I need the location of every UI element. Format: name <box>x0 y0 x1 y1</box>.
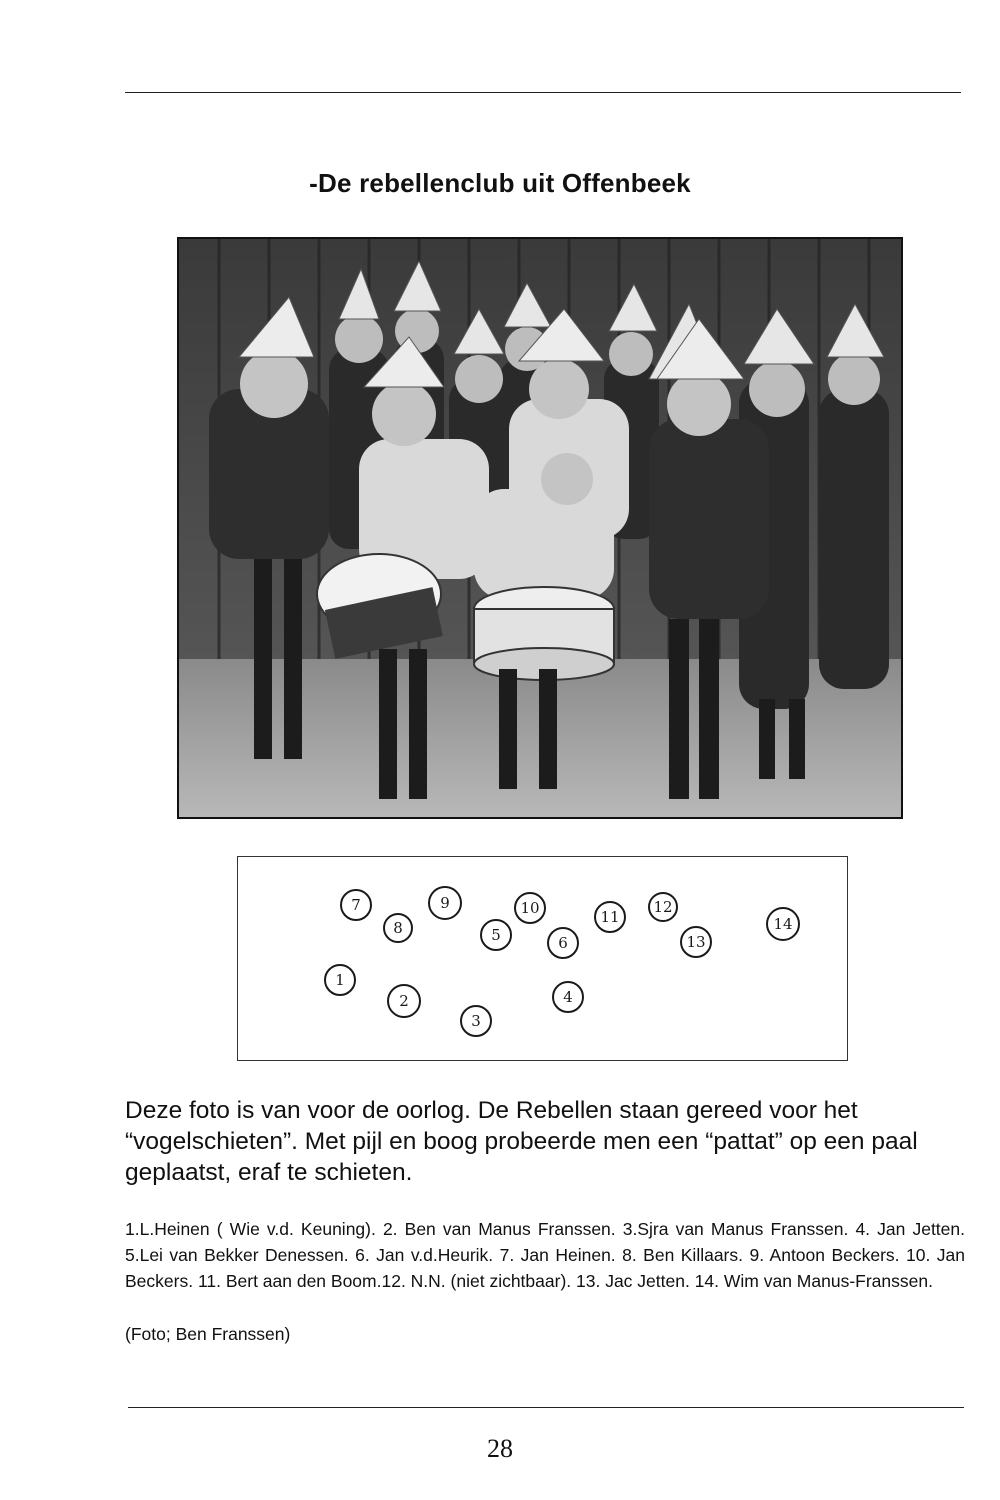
key-marker-8 <box>384 914 412 942</box>
name-list: 1.L.Heinen ( Wie v.d. Keuning). 2. Ben van Manus Franssen. 3.Sjra van Manus Franssen. 4. Jan Jetten. 5.Lei van Bekker Denessen. 6. Jan v.d.Heurik. 7. Jan Heinen. 8. Ben Killaars. 9. Antoon Beckers. 10. Jan Beckers. 11. Bert aan den Boom.12. N.N. (niet zichtbaar). 13. Jac Jetten. 14. Wim van Manus-Franssen. <box>125 1219 965 1291</box>
svg-text:12: 12 <box>653 898 673 916</box>
svg-text:10: 10 <box>520 899 540 917</box>
svg-text:13: 13 <box>686 933 706 951</box>
svg-text:5: 5 <box>491 926 501 944</box>
key-marker-14 <box>767 908 799 940</box>
svg-text:7: 7 <box>351 896 361 914</box>
svg-text:6: 6 <box>558 934 568 952</box>
photo-credit: (Foto; Ben Franssen) <box>125 1324 291 1344</box>
key-marker-7 <box>341 890 371 920</box>
photo-caption: Deze foto is van voor de oorlog. De Rebellen staan gereed voor het “vogelschieten”. Met pijl en boog probeerde men een “pattat” op een paal geplaatst, eraf te schieten. <box>125 1097 918 1186</box>
key-marker-12 <box>649 893 677 921</box>
key-marker-9 <box>429 887 461 919</box>
svg-text:4: 4 <box>563 988 573 1006</box>
key-marker-1 <box>325 965 355 995</box>
svg-text:14: 14 <box>773 915 793 933</box>
bottom-rule <box>128 1407 964 1408</box>
key-marker-13 <box>681 927 711 957</box>
key-marker-2 <box>388 985 420 1017</box>
key-marker-11 <box>595 902 625 932</box>
photo-key-markers <box>238 857 847 1060</box>
svg-text:1: 1 <box>335 971 345 989</box>
svg-text:11: 11 <box>600 908 620 926</box>
photo-key-diagram <box>237 856 848 1061</box>
page-title: -De rebellenclub uit Offenbeek <box>309 168 691 198</box>
top-rule <box>125 92 961 93</box>
page-number: 28 <box>487 1434 513 1463</box>
key-marker-5 <box>481 920 511 950</box>
svg-text:3: 3 <box>471 1012 481 1030</box>
group-photo <box>177 237 903 819</box>
key-marker-10 <box>515 893 545 923</box>
group-photo-illustration <box>179 239 901 817</box>
svg-text:8: 8 <box>393 919 403 937</box>
key-marker-3 <box>461 1006 491 1036</box>
key-marker-4 <box>553 982 583 1012</box>
svg-text:9: 9 <box>440 894 450 912</box>
svg-text:2: 2 <box>399 992 409 1010</box>
key-marker-6 <box>548 928 578 958</box>
